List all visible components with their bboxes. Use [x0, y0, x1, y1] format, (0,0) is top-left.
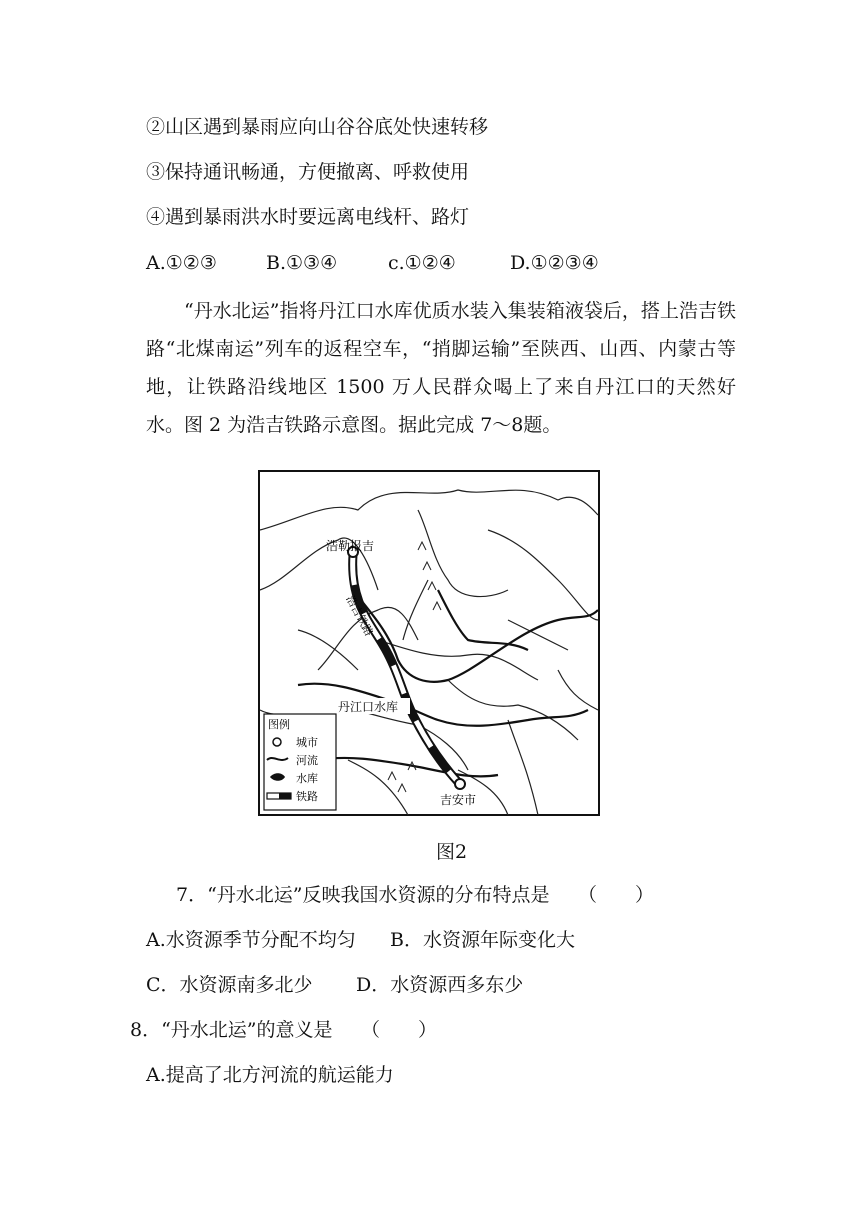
q6-options — [146, 250, 599, 276]
legend-railway: 铁路 — [296, 790, 318, 803]
railway-map — [258, 470, 600, 816]
q6-option-c: c.①②④ — [388, 252, 456, 274]
q7-option-b: B．水资源年际变化大 — [390, 929, 575, 951]
statement-4: ④遇到暴雨洪水时要远离电线杆、路灯 — [146, 206, 470, 228]
q8-stem: 8．“丹水北运”的意义是 （ ） — [130, 1019, 438, 1041]
map-legend — [264, 714, 336, 810]
statement-3: ③保持通讯畅通，方便撤离、呼救使用 — [146, 161, 470, 183]
q7-option-c: C．水资源南多北少 — [146, 974, 313, 996]
railway-label: 浩吉铁路 — [343, 593, 376, 639]
legend-city: 城市 — [296, 736, 318, 749]
q8-option-a: A.提高了北方河流的航运能力 — [146, 1064, 394, 1086]
q7-option-a: A.水资源季节分配不均匀 — [146, 929, 356, 951]
q7-stem: 7．“丹水北运”反映我国水资源的分布特点是 （ ） — [176, 884, 655, 906]
passage: “丹水北运”指将丹江口水库优质水装入集装箱液袋后，搭上浩吉铁路“北煤南运”列车的返程空车，“捎脚运输”至陕西、山西、内蒙古等地，让铁路沿线地区 1500 万人民群众喝上了来自丹江口的天然好水。图 2 为浩吉铁路示意图。据此完成 7～8题。 — [146, 300, 736, 436]
reservoir-label: 丹江口水库 — [338, 700, 399, 714]
statement-2: ②山区遇到暴雨应向山谷谷底处快速转移 — [146, 116, 489, 138]
legend-river: 河流 — [296, 754, 318, 767]
q7-option-d: D．水资源西多东少 — [356, 974, 524, 996]
legend-reservoir: 水库 — [296, 772, 318, 785]
city-north-label: 浩勒报吉 — [326, 539, 375, 553]
legend-title: 图例 — [268, 718, 290, 731]
figure-caption: 图2 — [436, 841, 468, 863]
q6-option-a: A.①②③ — [146, 252, 217, 274]
legend-city-icon — [273, 738, 281, 746]
q6-option-d: D.①②③④ — [510, 252, 599, 274]
city-south-label: 吉安市 — [440, 793, 477, 807]
q6-option-b: B.①③④ — [266, 252, 338, 274]
city-south-marker — [455, 779, 465, 789]
